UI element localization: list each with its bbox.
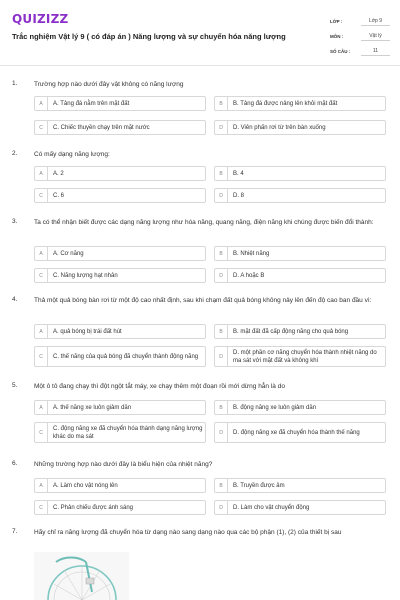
question-text: Trường hợp nào dưới đây vật không có năng lượng [34,81,184,88]
answer-option-d[interactable] [214,188,386,203]
option-letter: B [215,401,228,414]
question-text: Những trường hợp nào dưới đây là biểu hiện của nhiệt năng? [34,461,213,468]
question-text: Hãy chỉ ra năng lượng đã chuyển hóa từ dạng nào sang dạng nào qua các bộ phận (1), (2) của thiết bị sau [34,529,342,536]
option-text: B. Truyền được âm [233,482,285,489]
option-letter: A [35,167,48,180]
option-letter: A [35,247,48,260]
meta-label: LỚP : [330,19,343,24]
bicycle-image [34,552,129,600]
option-letter: B [215,479,228,492]
answer-option-d[interactable] [214,346,386,367]
option-letter: C [35,189,48,202]
option-letter: C [35,269,48,282]
option-letter: D [215,423,228,442]
option-letter: A [35,401,48,414]
answer-option-a[interactable] [34,96,206,111]
option-letter: C [35,347,48,366]
answer-option-c[interactable] [34,346,206,367]
question-text: Có mấy dạng năng lượng: [34,151,110,158]
meta-value: Lớp 9 [361,18,390,26]
answer-option-a[interactable] [34,166,206,181]
option-letter: C [35,423,48,442]
answer-option-b[interactable] [214,324,386,339]
option-letter: B [215,97,228,110]
option-letter: B [215,167,228,180]
meta-value: Vật lý [361,33,390,41]
question-number: 4. [12,296,18,303]
option-letter: A [35,479,48,492]
option-text: C. động năng xe đã chuyển hóa thành dạng năng lượng khác do ma sát [53,425,203,440]
question-text: Thả một quả bóng bàn rơi từ một độ cao nhất định, sau khi chạm đất quả bóng không nảy lên đến độ cao ban đầu vì: [34,297,372,304]
answer-option-b[interactable] [214,478,386,493]
option-text: C. Phản chiếu được ánh sáng [53,504,134,511]
page-title: Trắc nghiệm Vật lý 9 ( có đáp án ) Năng lượng và sự chuyển hóa năng lượng [12,32,286,41]
option-text: C. Năng lượng hạt nhân [53,272,118,279]
question-number: 6. [12,460,18,467]
bicycle-icon [34,552,129,600]
option-text: B. mặt đất đã cấp động năng cho quả bóng [233,328,349,335]
option-letter: A [35,325,48,338]
option-text: A. quả bóng bị trái đất hút [53,328,122,335]
option-text: B. Tảng đá được nâng lên khỏi mặt đất [233,100,338,107]
question-text: Ta có thể nhận biết được các dạng năng lượng như hóa năng, quang năng, điện năng khi chúng được biến đổi thành: [34,219,374,226]
question-number: 1. [12,80,18,87]
question-number: 2. [12,150,18,157]
option-text: D. Làm cho vật chuyển động [233,504,310,511]
option-text: C. 6 [53,192,65,199]
option-text: C. Chiếc thuyền chạy trên mặt nước [53,124,150,131]
answer-option-c[interactable] [34,188,206,203]
answer-option-b[interactable] [214,246,386,261]
answer-option-a[interactable] [34,246,206,261]
option-text: C. thế năng của quả bóng đã chuyển thành động năng [53,353,199,360]
option-letter: D [215,501,228,514]
option-text: D. một phần cơ năng chuyển hóa thành nhiệt năng do ma sát với mặt đất và không khí [233,349,377,364]
answer-option-b[interactable] [214,400,386,415]
option-text: D. Viên phấn rơi từ trên bàn xuống [233,124,326,131]
meta-row-count [330,44,390,59]
option-letter: B [215,247,228,260]
question-number: 5. [12,382,18,389]
question-number: 7. [12,528,18,535]
option-text: D. A hoặc B [233,272,265,279]
meta-row-grade [330,14,390,29]
option-text: A. Làm cho vật nóng lên [53,482,118,489]
meta-table [330,14,390,59]
answer-option-a[interactable] [34,478,206,493]
meta-label: MÔN : [330,34,344,39]
answer-option-b[interactable] [214,166,386,181]
answer-option-c[interactable] [34,120,206,135]
question-text: Một ô tô đang chạy thì đột ngột tắt máy, xe chạy thêm một đoạn rồi mới dừng hẳn là do [34,383,285,390]
option-letter: D [215,121,228,134]
meta-value: 11 [361,48,390,56]
answer-option-d[interactable] [214,268,386,283]
option-text: A. Cơ năng [53,250,84,257]
meta-label: SỐ CÂU : [330,49,351,54]
answer-option-b[interactable] [214,96,386,111]
option-letter: A [35,97,48,110]
option-text: A. thế năng xe luôn giảm dần [53,404,132,411]
option-letter: B [215,325,228,338]
worksheet-header [0,0,400,66]
option-letter: C [35,501,48,514]
answer-option-d[interactable] [214,120,386,135]
answer-option-c[interactable] [34,268,206,283]
option-letter: C [35,121,48,134]
option-text: B. Nhiệt năng [233,250,270,257]
answer-option-a[interactable] [34,324,206,339]
quizizz-logo: QUIZIZZ [12,12,69,26]
option-letter: D [215,189,228,202]
option-text: B. động năng xe luôn giảm dần [233,404,317,411]
option-letter: D [215,347,228,366]
option-text: D. động năng xe đã chuyển hóa thành thế năng [233,429,360,436]
answer-option-c[interactable] [34,500,206,515]
question-number: 3. [12,218,18,225]
answer-option-a[interactable] [34,400,206,415]
option-text: A. Tảng đá nằm trên mặt đất [53,100,130,107]
meta-row-subject [330,29,390,44]
option-text: B. 4 [233,170,244,177]
option-text: D. 8 [233,192,245,199]
option-text: A. 2 [53,170,64,177]
option-letter: D [215,269,228,282]
answer-option-c[interactable] [34,422,206,443]
answer-option-d[interactable] [214,500,386,515]
answer-option-d[interactable] [214,422,386,443]
